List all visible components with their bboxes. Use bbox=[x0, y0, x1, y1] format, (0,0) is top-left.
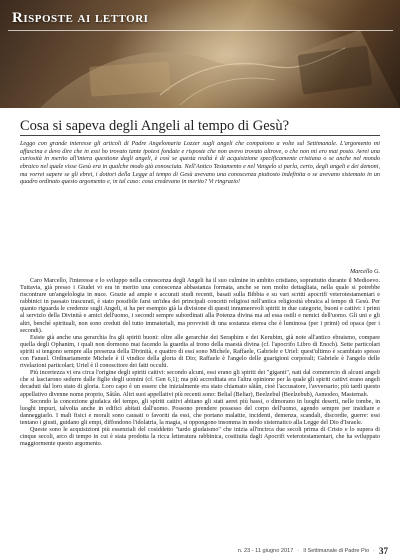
header-banner bbox=[0, 0, 400, 108]
publication-name: Il Settimanale di Padre Pio bbox=[303, 548, 370, 554]
issue-info: n. 23 - 11 giugno 2017 bbox=[237, 548, 294, 554]
answer-paragraph: Secondo la concezione giudaica del tempo, gli spiriti cattivi abitano gli stati aerei più bassi, o dimorano in luoghi deserti, nelle tombe, in luoghi impuri, talvolta anche in edifici abitati dall'uomo. Possono prendere possesso del corpo dell'uomo, agendo sempre per insidiare e danneggiarlo. I mali fisici e morali sono causati o favoriti da essi, che portano malattie, incidenti, demenza, scandali, discordie, guerre: essi tentano i giusti, guidano gli empi, diffondono l'idolatria, la magia, si oppongono insomma in modo sistematico alla Legge del Dio d'Israele. bbox=[20, 398, 380, 426]
page-footer bbox=[238, 546, 388, 556]
footer-separator: - bbox=[297, 548, 300, 554]
answer-body bbox=[20, 278, 380, 448]
banner-rule bbox=[8, 30, 393, 31]
reader-letter: Leggo con grande interesse gli articoli di Padre Angelomaria Lozzer sugli angeli che compaiono a volte sul Settimanale. L'argomento mi affascina e devo dire che in essi ho trovato tante ipotesi fondate e risposte che non avevo trovato altrove, o che non mi ero mai posto. Avrei una curiosità in merito all'intera questione degli angeli, è così se questa realtà è di acquisizione specificamente cristiana o se anche nel mondo ebraico nel quale visse Gesù era in qualche modo già conosciuta. Nell'Antico Testamento e nel Vangelo si parla, certo, degli angeli e dei demoni, ma vorrei sapere se gli ebrei, i dottori della Legge al tempo di Gesù avevano una conoscenza piuttosto indefinita o se avevano sistemato in un quadro ordinato questo argomento e, in tal caso: cosa credevano in merito? Vi ringrazio! bbox=[20, 141, 380, 186]
page-separator: - bbox=[373, 548, 375, 554]
section-title: Risposte ai lettori bbox=[12, 10, 149, 26]
answer-paragraph: Più incertezza vi era circa l'origine degli spiriti cattivi: secondo alcuni, essi erano gli spiriti dei "giganti", nati dal commercio di alcuni angeli che si lasciarono sedurre dalle figlie degli uomini (cf. Gen 6,1); ma più accreditata era l'altra opinione per la quale gli spiriti cattivi erano angeli decaduti dal loro stato di gloria. Loro capo è un essere che inizialmente era stato chiamato sâtân, cioè l'accusatore, l'avversario; più tardi questo appellativo divenne nome proprio, Sâtân. Altri suoi appellativi più recenti sono: Belial (Beliar), Beelzebul (Beelzebub), Asmodeo, Mastemah. bbox=[20, 370, 380, 398]
page-number: 37 bbox=[379, 546, 388, 556]
letter-signature: Marcello G. bbox=[349, 268, 380, 275]
answer-paragraph: Queste sono le acquisizioni più essenziali del cosiddetto "tardo giudaismo" che inizia all'incirca due secoli prima di Cristo e lo supera di cinque secoli, arco di tempo in cui è stata prodotta la ricca letteratura rabbinica, costituita dagli Apocrifi veterotestamentari, che ha sviluppato maggiormente questo argomento. bbox=[20, 426, 380, 448]
answer-paragraph: Esiste già anche una gerarchia fra gli spiriti buoni: oltre alle gerarchie dei Seraphim e dei Kerubim, già note all'antico ebraismo, compare quella degli Ophanim, i quali non dormono mai facendo la guardia al trono della maestà divina (cf. l'apocrifo Libro di Enoch). Sette particolari spiriti si tengono sempre alla presenza della Divinità, e quattro di essi sono Michele, Raffaele, Gabriele e Uriel: quest'ultimo è scambiato spesso con Fanuel. Ordinariamente Michele è il vindice della gloria di Dio; Raffaele è l'angelo delle guarigioni corporali; Gabriele è l'angelo delle rivelazioni particolari; Uriel è il conoscitore dei fatti occulti. bbox=[20, 334, 380, 370]
article-title: Cosa si sapeva degli Angeli al tempo di Gesù? bbox=[20, 118, 290, 134]
title-rule bbox=[20, 135, 380, 136]
answer-paragraph: Caro Marcello, l'interesse e lo sviluppo nella conoscenza degli Angeli ha il suo culmine in ambito cristiano, soprattutto durante il Medioevo. Tuttavia, già presso i Giudei vi era in merito una conoscenza abbastanza formata, anche se non molto dettagliata, nella quale si potrebbe riscontrare un'angelologia in nuce. Grazie ad ampie e accurati studi recenti, basati sulla Bibbia e su vari scritti apocrifi veterotestamentari e rabbinici in passato trascurati, è stato possibile farsi un'idea dei principali concetti religiosi nell'antica religiosità ebraica al tempo di Gesù. Per quanto riguarda le credenze sugli Angeli, si ha per esempio già la divisione di questi innumerevoli spiriti in due categorie, buoni e cattivi: i primi al servizio della Divinità e amici dell'uomo, i secondi sempre subordinati alla Potenza divina ma ad essa ostili e nemici dell'uomo. Gli uni e gli altri, benché spirituali, non sono creduti del tutto immateriali, ma provvisti di una sostanza eterea che è luminosa (per i primi) od opaca (per i secondi). bbox=[20, 278, 380, 334]
